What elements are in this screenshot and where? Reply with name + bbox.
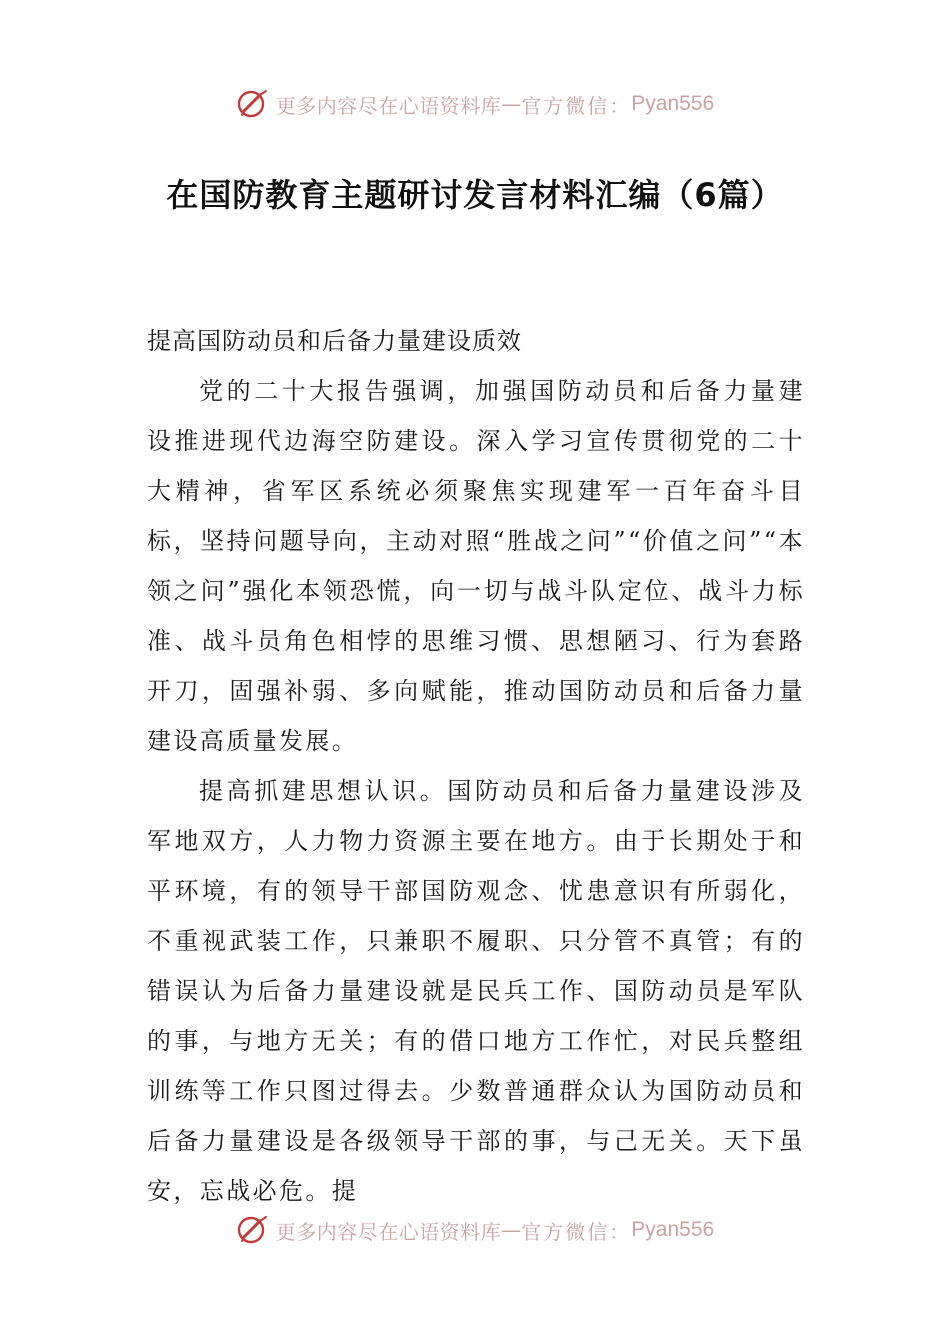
banner-text: 更多内容尽在心语资料库 — [275, 1219, 502, 1244]
document-title: 在国防教育主题研讨发言材料汇编（6篇） — [166, 176, 784, 214]
footer-watermark-banner — [0, 1210, 950, 1250]
banner-wechat-id: Pyan556 — [631, 1218, 715, 1241]
banner-wechat-id: Pyan556 — [631, 92, 715, 115]
pen-logo-icon — [236, 87, 270, 121]
document-body — [147, 316, 805, 1216]
pen-logo-icon — [236, 1213, 270, 1247]
banner-wechat-label: 官方微信： — [521, 1219, 632, 1244]
banner-separator: — — [501, 1218, 522, 1242]
banner-text: 更多内容尽在心语资料库 — [275, 93, 502, 118]
banner-separator: — — [501, 92, 522, 116]
section-subheading: 提高国防动员和后备力量建设质效 — [147, 327, 522, 355]
body-paragraph: 党的二十大报告强调，加强国防动员和后备力量建设推进现代边海空防建设。深入学习宣传贯彻党的二十大精神，省军区系统必须聚焦实现建军一百年奋斗目标，坚持问题导向，主动对照“胜战之问”“价值之问”“本领之问”强化本领恐慌，向一切与战斗队定位、战斗力标准、战斗员角色相悖的思维习惯、思想陋习、行为套路开刀，固强补弱、多向赋能，推动国防动员和后备力量建设高质量发展。 — [147, 377, 805, 755]
body-paragraph: 提高抓建思想认识。国防动员和后备力量建设涉及军地双方，人力物力资源主要在地方。由于长期处于和平环境，有的领导干部国防观念、忧患意识有所弱化，不重视武装工作，只兼职不履职、只分管不真管；有的错误认为后备力量建设就是民兵工作、国防动员是军队的事，与地方无关；有的借口地方工作忙，对民兵整组训练等工作只图过得去。少数普通群众认为国防动员和后备力量建设是各级领导干部的事，与己无关。天下虽安，忘战必危。提 — [147, 777, 805, 1205]
header-watermark-banner — [0, 84, 950, 124]
banner-wechat-label: 官方微信： — [521, 93, 632, 118]
